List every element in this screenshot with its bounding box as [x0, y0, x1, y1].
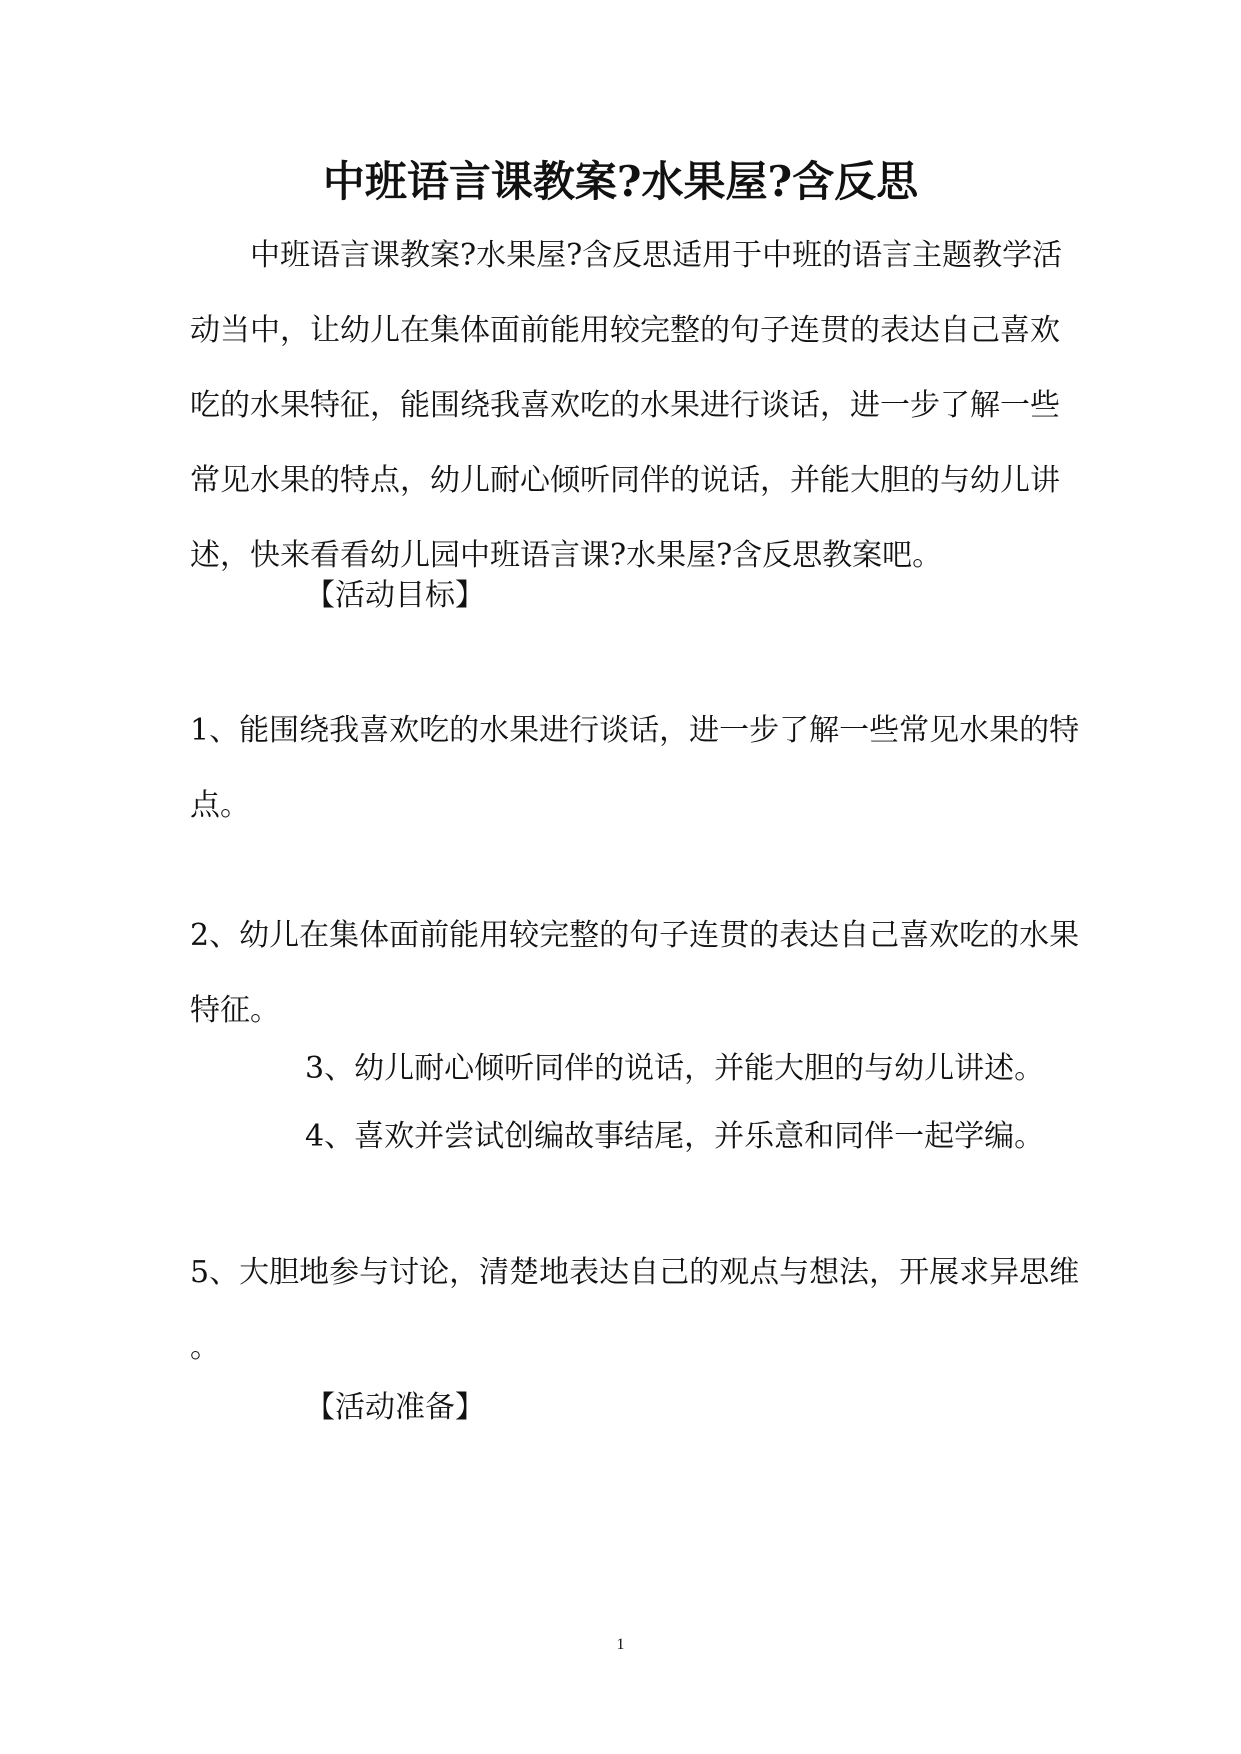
- goal-line: 1、能围绕我喜欢吃的水果进行谈话，进一步了解一些常见水果的特: [190, 713, 1080, 748]
- goal-item-4: [190, 1099, 1060, 1174]
- goal-line: 5、大胆地参与讨论，清楚地表达自己的观点与想法，开展求异思维: [190, 1255, 1080, 1290]
- goal-line: 4、喜欢并尝试创编故事结尾，并乐意和同伴一起学编。: [305, 1119, 1045, 1154]
- goal-item-1: [190, 693, 1080, 843]
- heading-text: 【活动准备】: [305, 1390, 485, 1425]
- goal-line: 3、幼儿耐心倾听同伴的说话，并能大胆的与幼儿讲述。: [305, 1051, 1045, 1086]
- intro-line: 中班语言课教案?水果屋?含反思适用于中班的语言主题教学活: [250, 238, 1063, 273]
- goal-line: 。: [190, 1330, 220, 1365]
- heading-text: 【活动目标】: [305, 578, 485, 613]
- intro-line: 吃的水果特征，能围绕我喜欢吃的水果进行谈话，进一步了解一些: [190, 388, 1060, 423]
- goal-line: 2、幼儿在集体面前能用较完整的句子连贯的表达自己喜欢吃的水果: [190, 918, 1080, 953]
- intro-line: 常见水果的特点，幼儿耐心倾听同伴的说话，并能大胆的与幼儿讲: [190, 463, 1060, 498]
- goal-line: 特征。: [190, 993, 280, 1028]
- goal-item-3: [190, 1031, 1060, 1106]
- goal-line: 点。: [190, 788, 250, 823]
- intro-paragraph: [190, 218, 1063, 593]
- document-title: 中班语言课教案?水果屋?含反思: [322, 157, 919, 206]
- goal-item-2: [190, 898, 1080, 1048]
- intro-line: 动当中，让幼儿在集体面前能用较完整的句子连贯的表达自己喜欢: [190, 313, 1060, 348]
- goal-item-5: [190, 1235, 1080, 1385]
- section-heading-prep: [190, 1370, 1060, 1445]
- section-heading-goals: [190, 558, 1060, 633]
- intro-line: 述，快来看看幼儿园中班语言课?水果屋?含反思教案吧。: [190, 538, 943, 573]
- page-number: 1: [616, 1636, 625, 1653]
